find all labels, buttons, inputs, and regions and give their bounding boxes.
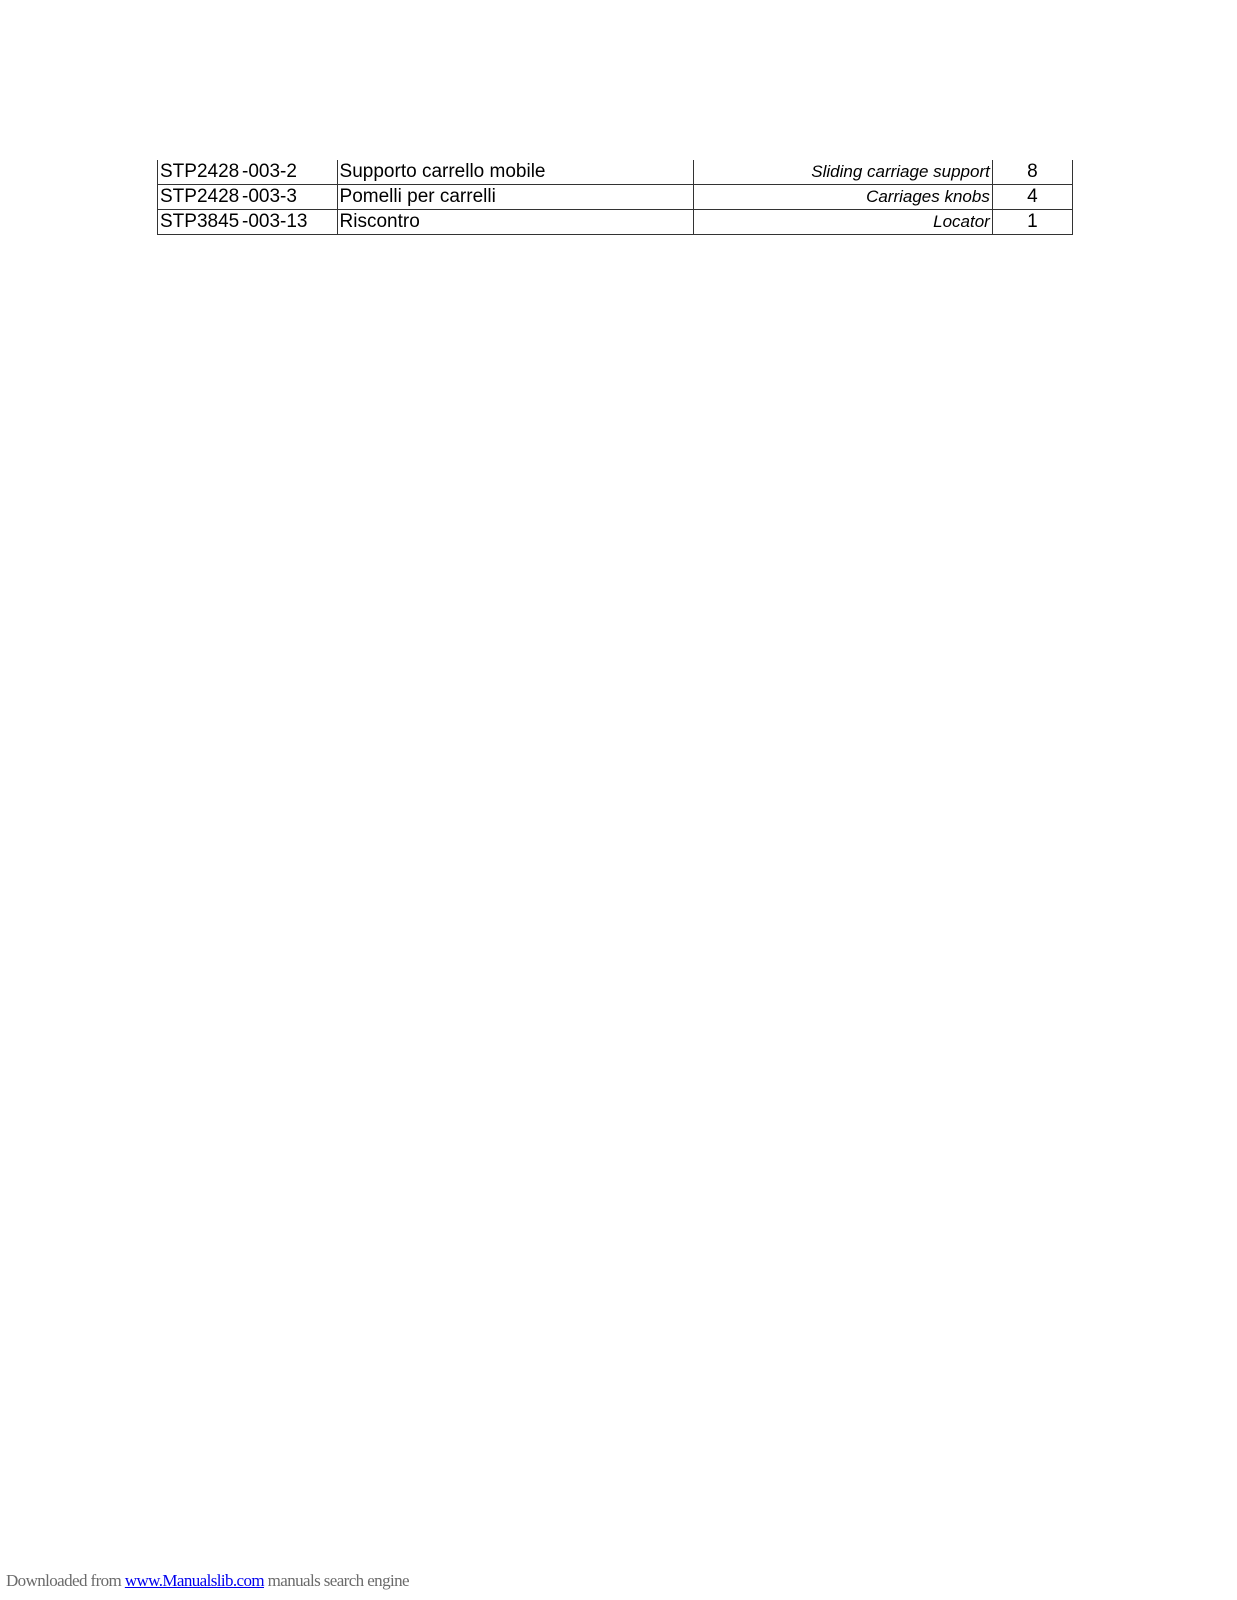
part-code-suffix: -003-13 <box>242 211 308 232</box>
table-row <box>158 185 1073 210</box>
part-code-suffix: -003-2 <box>242 161 297 182</box>
quantity: 4 <box>992 185 1072 210</box>
part-code: STP3845 <box>160 211 240 232</box>
table-row <box>158 210 1073 235</box>
table-row <box>158 160 1073 185</box>
description-it: Riscontro <box>337 210 693 235</box>
part-code-cell <box>158 160 338 185</box>
part-code-suffix: -003-3 <box>242 186 297 207</box>
footer-suffix: manuals search engine <box>264 1571 409 1590</box>
description-en: Sliding carriage support <box>693 160 992 185</box>
part-code: STP2428 <box>160 161 240 182</box>
description-en: Carriages knobs <box>693 185 992 210</box>
part-code: STP2428 <box>160 186 240 207</box>
parts-table <box>157 160 1073 235</box>
description-it: Pomelli per carrelli <box>337 185 693 210</box>
footer-prefix: Downloaded from <box>6 1571 125 1590</box>
description-it: Supporto carrello mobile <box>337 160 693 185</box>
download-footer <box>6 1571 409 1591</box>
manualslib-link[interactable]: www.Manualslib.com <box>124 1571 265 1590</box>
part-code-cell <box>158 210 338 235</box>
part-code-cell <box>158 185 338 210</box>
description-en: Locator <box>693 210 992 235</box>
quantity: 1 <box>992 210 1072 235</box>
quantity: 8 <box>992 160 1072 185</box>
